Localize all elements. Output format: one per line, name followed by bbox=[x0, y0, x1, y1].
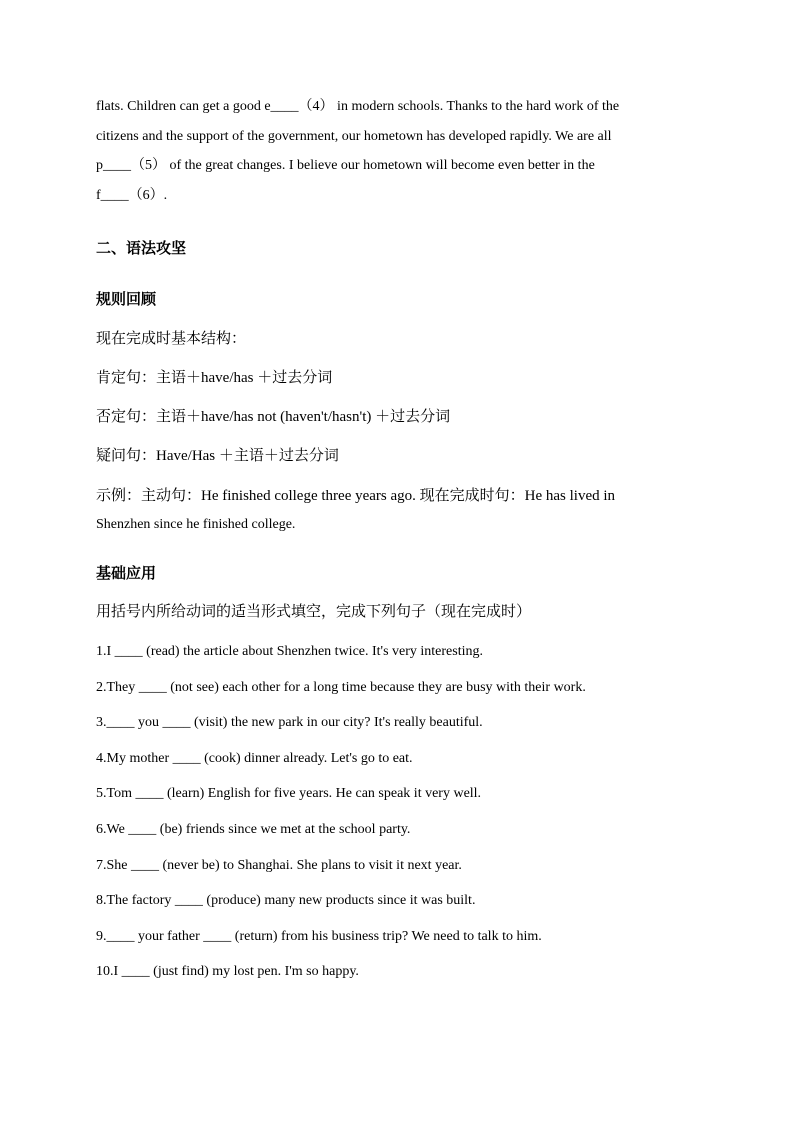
example-line-2: Shenzhen since he finished college. bbox=[96, 517, 296, 532]
exercise-item-4: 4.My mother ____ (cook) dinner already. Let's go to eat. bbox=[96, 751, 413, 766]
exercise-instruction: 用括号内所给动词的适当形式填空，完成下列句子（现在完成时） bbox=[96, 604, 532, 620]
passage-line-3: p____（5） of the great changes. I believe our hometown will become even better in the bbox=[96, 158, 595, 173]
exercise-item-8: 8.The factory ____ (produce) many new products since it was built. bbox=[96, 893, 476, 908]
affirmative-rule: 肯定句：主语＋have/has ＋过去分词 bbox=[96, 370, 333, 386]
exercise-item-6: 6.We ____ (be) friends since we met at the school party. bbox=[96, 822, 411, 837]
exercise-item-2: 2.They ____ (not see) each other for a long time because they are busy with their work. bbox=[96, 680, 586, 695]
exercise-item-1: 1.I ____ (read) the article about Shenzhen twice. It's very interesting. bbox=[96, 644, 483, 659]
exercise-item-5: 5.Tom ____ (learn) English for five years. He can speak it very well. bbox=[96, 786, 482, 801]
passage-line-1: flats. Children can get a good e____（4） in modern schools. Thanks to the hard work of the bbox=[96, 99, 620, 114]
exercise-item-7: 7.She ____ (never be) to Shanghai. She plans to visit it next year. bbox=[96, 858, 462, 873]
question-rule: 疑问句：Have/Has ＋主语＋过去分词 bbox=[96, 448, 339, 464]
exercise-item-9: 9.____ your father ____ (return) from his business trip? We need to talk to him. bbox=[96, 929, 542, 944]
application-title: 基础应用 bbox=[96, 566, 157, 582]
structure-intro: 现在完成时基本结构： bbox=[96, 331, 247, 347]
passage-line-4: f____（6）. bbox=[96, 188, 168, 203]
review-title: 规则回顾 bbox=[96, 292, 157, 308]
example-line-1: 示例：主动句：He finished college three years ago. 现在完成时句：He has lived in bbox=[96, 488, 616, 504]
section-title: 二、语法攻坚 bbox=[96, 241, 187, 257]
exercise-item-10: 10.I ____ (just find) my lost pen. I'm so happy. bbox=[96, 964, 359, 979]
negative-rule: 否定句：主语＋have/has not (haven't/hasn't) ＋过去分词 bbox=[96, 409, 451, 425]
exercise-item-3: 3.____ you ____ (visit) the new park in our city? It's really beautiful. bbox=[96, 715, 483, 730]
passage-line-2: citizens and the support of the government, our hometown has developed rapidly. We are all bbox=[96, 129, 612, 144]
